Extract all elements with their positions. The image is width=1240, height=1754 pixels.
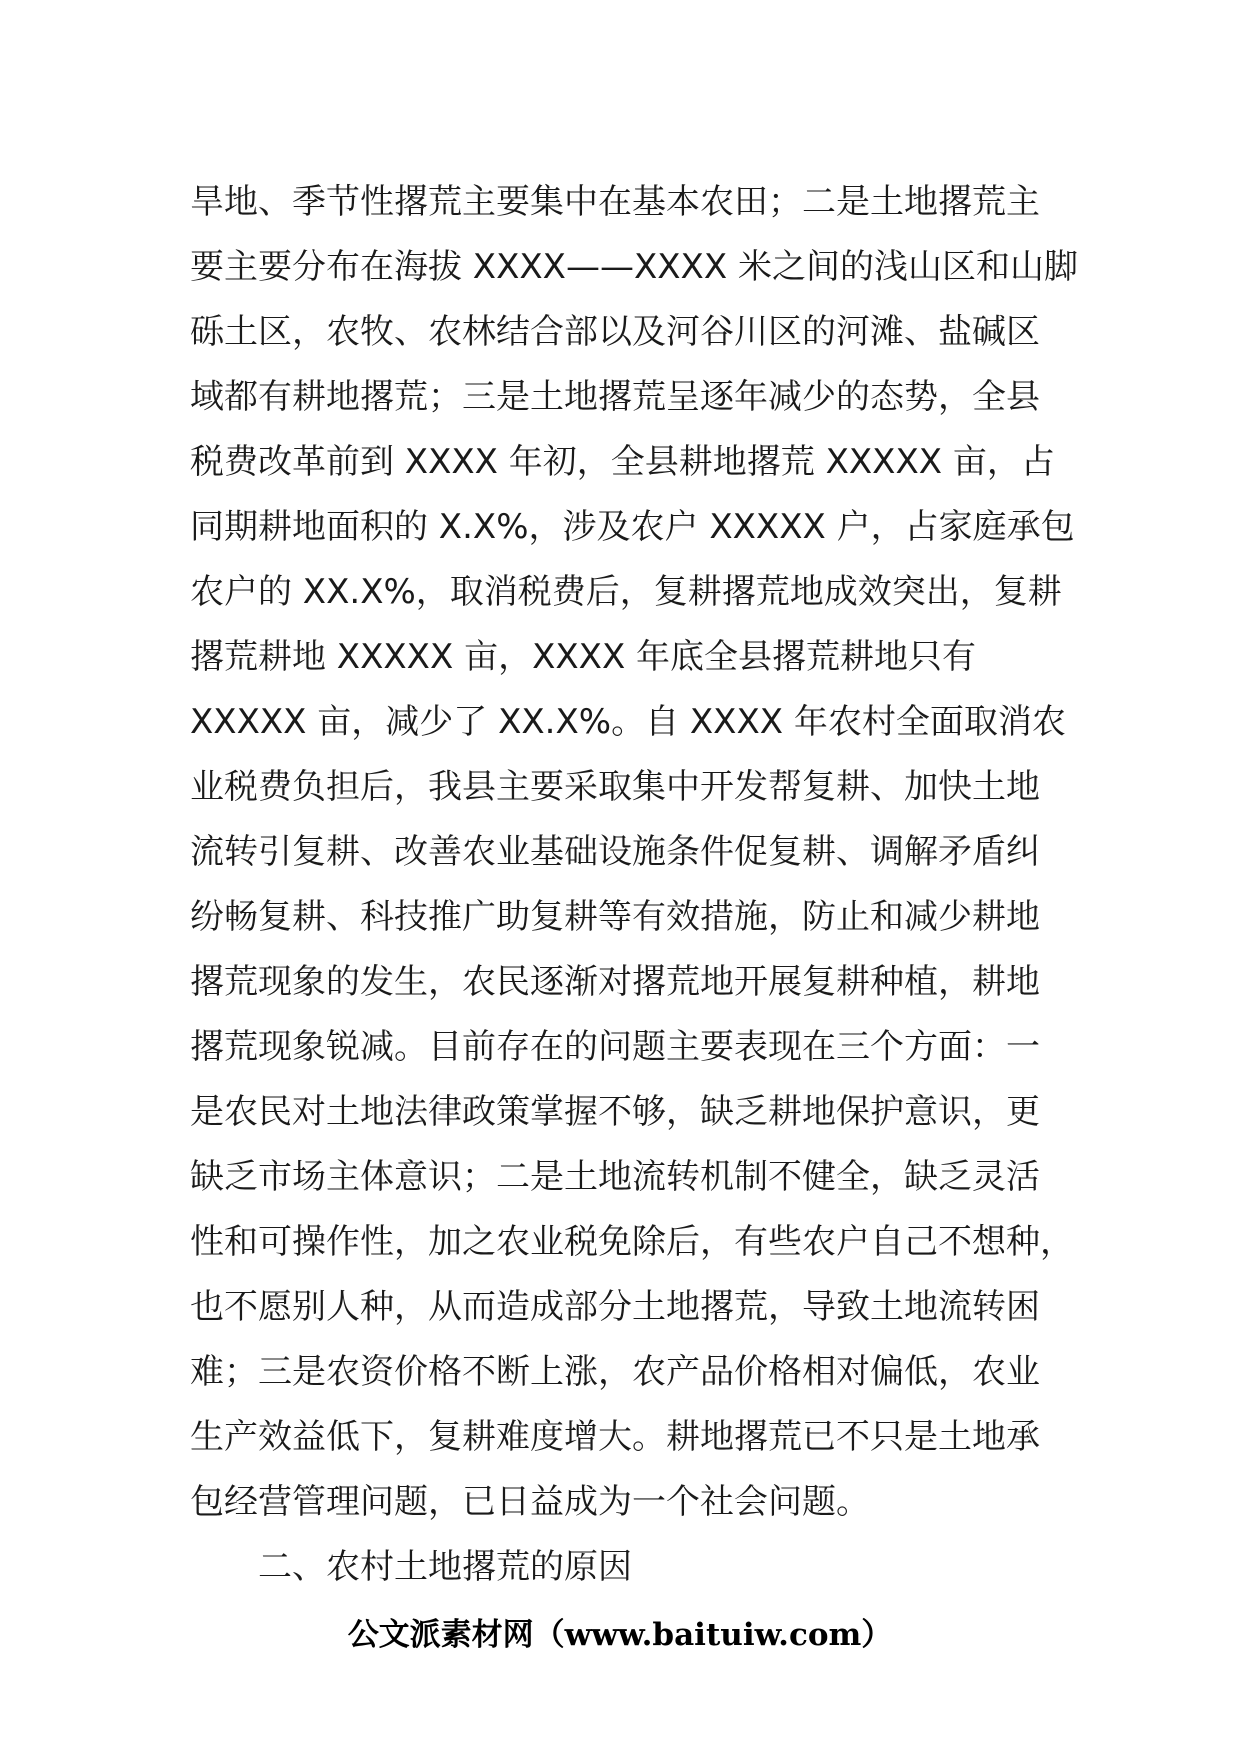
- text-line: 域都有耕地撂荒；三是土地撂荒呈逐年减少的态势，全县: [190, 377, 1040, 417]
- footer-watermark: 公文派素材网（www.baituiw.com）: [347, 1617, 893, 1653]
- text-line: 撂荒耕地 XXXXX 亩，XXXX 年底全县撂荒耕地只有: [190, 637, 977, 677]
- text-line: 农户的 XX.X%，取消税费后，复耕撂荒地成效突出，复耕: [190, 572, 1062, 612]
- text-line: 也不愿别人种，从而造成部分土地撂荒，导致土地流转困: [190, 1287, 1040, 1327]
- text-line: 纷畅复耕、科技推广助复耕等有效措施，防止和减少耕地: [190, 897, 1040, 937]
- text-line: 包经营管理问题，已日益成为一个社会问题。: [190, 1482, 870, 1522]
- text-line: 业税费负担后，我县主要采取集中开发帮复耕、加快土地: [190, 767, 1040, 807]
- text-line: 砾土区，农牧、农林结合部以及河谷川区的河滩、盐碱区: [190, 312, 1040, 352]
- text-line: 是农民对土地法律政策掌握不够，缺乏耕地保护意识，更: [190, 1092, 1040, 1132]
- text-line: 要主要分布在海拔 XXXX——XXXX 米之间的浅山区和山脚: [190, 247, 1078, 287]
- text-line: 生产效益低下，复耕难度增大。耕地撂荒已不只是土地承: [190, 1417, 1040, 1457]
- text-line: 撂荒现象的发生，农民逐渐对撂荒地开展复耕种植，耕地: [190, 962, 1040, 1002]
- text-line: 同期耕地面积的 X.X%，涉及农户 XXXXX 户，占家庭承包: [190, 507, 1075, 547]
- body-text: [190, 170, 1078, 1600]
- text-line: XXXXX 亩，减少了 XX.X%。自 XXXX 年农村全面取消农: [190, 702, 1066, 742]
- text-line: 税费改革前到 XXXX 年初，全县耕地撂荒 XXXXX 亩，占: [190, 442, 1055, 482]
- text-line: 性和可操作性，加之农业税免除后，有些农户自己不想种，: [190, 1222, 1074, 1262]
- text-line: 难；三是农资价格不断上涨，农产品价格相对偏低，农业: [190, 1352, 1040, 1392]
- text-line: 流转引复耕、改善农业基础设施条件促复耕、调解矛盾纠: [190, 832, 1040, 872]
- text-line: 撂荒现象锐减。目前存在的问题主要表现在三个方面：一: [190, 1027, 1040, 1067]
- section-heading: 二、农村土地撂荒的原因: [258, 1547, 632, 1587]
- text-line: 旱地、季节性撂荒主要集中在基本农田；二是土地撂荒主: [190, 182, 1040, 222]
- text-line: 缺乏市场主体意识；二是土地流转机制不健全，缺乏灵活: [190, 1157, 1040, 1197]
